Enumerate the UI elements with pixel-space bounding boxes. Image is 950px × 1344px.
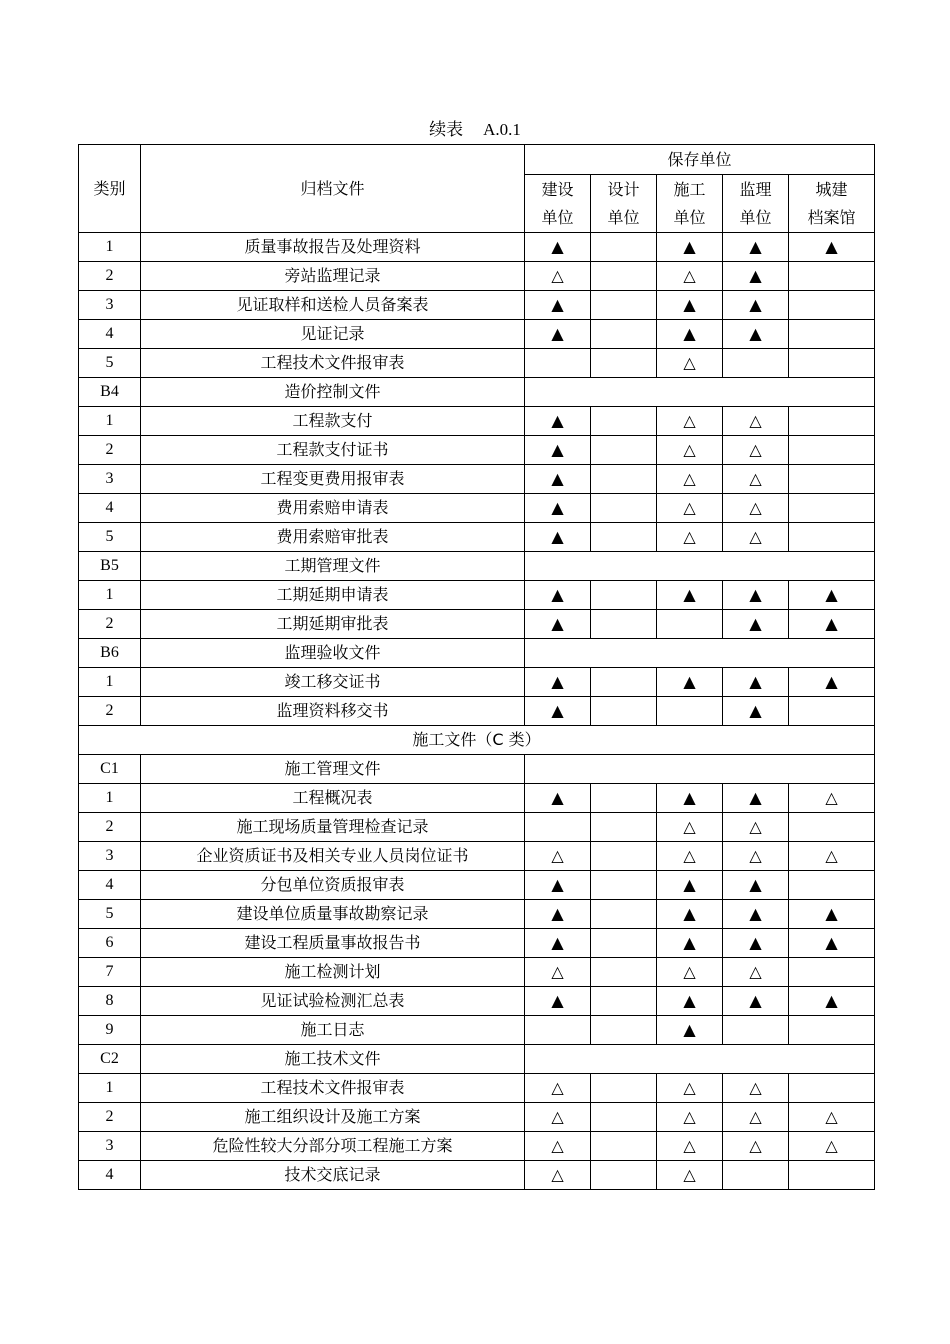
- row-code: 4: [79, 320, 141, 349]
- row-code: C1: [79, 755, 141, 784]
- mark-urban-archive: ▲: [789, 668, 875, 697]
- mark-urban-archive: ▲: [789, 581, 875, 610]
- mark-urban-archive: [789, 871, 875, 900]
- mark-design: [591, 494, 657, 523]
- row-name: 施工现场质量管理检查记录: [141, 813, 525, 842]
- table-row: [79, 1016, 875, 1045]
- header-unit-supervision: 监理 单位: [723, 175, 789, 233]
- mark-urban-archive: ▲: [789, 929, 875, 958]
- row-code: 1: [79, 233, 141, 262]
- row-code: 9: [79, 1016, 141, 1045]
- mark-construction: ▲: [525, 929, 591, 958]
- row-name: 施工组织设计及施工方案: [141, 1103, 525, 1132]
- mark-urban-archive: [789, 262, 875, 291]
- row-name: 见证试验检测汇总表: [141, 987, 525, 1016]
- row-code: B4: [79, 378, 141, 407]
- mark-design: [591, 262, 657, 291]
- group-units-empty: [525, 755, 875, 784]
- row-code: 2: [79, 262, 141, 291]
- mark-construction: ▲: [525, 233, 591, 262]
- mark-urban-archive: [789, 1074, 875, 1103]
- table-row: [79, 668, 875, 697]
- table-caption: [0, 118, 950, 142]
- mark-urban-archive: △: [789, 1103, 875, 1132]
- mark-construction: ▲: [525, 610, 591, 639]
- row-name: 施工日志: [141, 1016, 525, 1045]
- mark-design: [591, 407, 657, 436]
- mark-supervision: ▲: [723, 320, 789, 349]
- table-row: [79, 958, 875, 987]
- row-name: 竣工移交证书: [141, 668, 525, 697]
- row-code: 2: [79, 1103, 141, 1132]
- table-row: [79, 1103, 875, 1132]
- table-row: [79, 349, 875, 378]
- table-row: [79, 465, 875, 494]
- header-unit-contractor: 施工 单位: [657, 175, 723, 233]
- mark-design: [591, 465, 657, 494]
- mark-design: [591, 784, 657, 813]
- mark-supervision: ▲: [723, 291, 789, 320]
- mark-construction: △: [525, 1161, 591, 1190]
- mark-design: [591, 610, 657, 639]
- mark-contractor: ▲: [657, 581, 723, 610]
- row-name: 工程技术文件报审表: [141, 1074, 525, 1103]
- header-category: 类别: [79, 145, 141, 233]
- mark-design: [591, 871, 657, 900]
- group-units-empty: [525, 552, 875, 581]
- mark-supervision: △: [723, 465, 789, 494]
- mark-contractor: ▲: [657, 871, 723, 900]
- table-row: [79, 1074, 875, 1103]
- row-code: 3: [79, 842, 141, 871]
- mark-supervision: △: [723, 813, 789, 842]
- mark-supervision: [723, 1161, 789, 1190]
- row-name: 工期延期审批表: [141, 610, 525, 639]
- mark-supervision: ▲: [723, 871, 789, 900]
- row-name: 施工检测计划: [141, 958, 525, 987]
- mark-design: [591, 233, 657, 262]
- row-name: 工程款支付证书: [141, 436, 525, 465]
- mark-design: [591, 1016, 657, 1045]
- mark-urban-archive: [789, 958, 875, 987]
- table-row: [79, 610, 875, 639]
- row-name: 费用索赔申请表: [141, 494, 525, 523]
- section-title: 施工文件（C 类）: [79, 726, 875, 755]
- mark-supervision: ▲: [723, 668, 789, 697]
- mark-contractor: ▲: [657, 987, 723, 1016]
- group-row: [79, 639, 875, 668]
- row-code: 8: [79, 987, 141, 1016]
- mark-design: [591, 523, 657, 552]
- caption-number: A.0.1: [483, 120, 521, 139]
- row-name: 质量事故报告及处理资料: [141, 233, 525, 262]
- mark-contractor: ▲: [657, 784, 723, 813]
- mark-supervision: ▲: [723, 262, 789, 291]
- row-code: 3: [79, 1132, 141, 1161]
- row-code: C2: [79, 1045, 141, 1074]
- row-name: 工程款支付: [141, 407, 525, 436]
- mark-contractor: ▲: [657, 291, 723, 320]
- row-name: 企业资质证书及相关专业人员岗位证书: [141, 842, 525, 871]
- mark-contractor: △: [657, 1074, 723, 1103]
- mark-contractor: △: [657, 1132, 723, 1161]
- mark-supervision: △: [723, 407, 789, 436]
- table-row: [79, 813, 875, 842]
- table-row: [79, 697, 875, 726]
- row-code: 4: [79, 1161, 141, 1190]
- mark-construction: [525, 1016, 591, 1045]
- mark-construction: △: [525, 958, 591, 987]
- mark-contractor: ▲: [657, 233, 723, 262]
- mark-supervision: ▲: [723, 697, 789, 726]
- mark-construction: ▲: [525, 291, 591, 320]
- row-code: 6: [79, 929, 141, 958]
- mark-supervision: △: [723, 842, 789, 871]
- row-name: 见证取样和送检人员备案表: [141, 291, 525, 320]
- row-code: 2: [79, 813, 141, 842]
- table-row: [79, 407, 875, 436]
- mark-construction: ▲: [525, 668, 591, 697]
- mark-construction: ▲: [525, 581, 591, 610]
- mark-design: [591, 581, 657, 610]
- mark-design: [591, 842, 657, 871]
- mark-contractor: [657, 610, 723, 639]
- mark-construction: △: [525, 1103, 591, 1132]
- table-body: [79, 233, 875, 1190]
- row-name: 建设单位质量事故勘察记录: [141, 900, 525, 929]
- mark-design: [591, 987, 657, 1016]
- mark-urban-archive: △: [789, 1132, 875, 1161]
- mark-supervision: △: [723, 436, 789, 465]
- mark-contractor: △: [657, 465, 723, 494]
- table-row: [79, 1132, 875, 1161]
- mark-urban-archive: ▲: [789, 987, 875, 1016]
- row-name: 危险性较大分部分项工程施工方案: [141, 1132, 525, 1161]
- mark-contractor: △: [657, 262, 723, 291]
- mark-urban-archive: [789, 349, 875, 378]
- row-name: 技术交底记录: [141, 1161, 525, 1190]
- group-units-empty: [525, 639, 875, 668]
- mark-construction: ▲: [525, 697, 591, 726]
- mark-contractor: △: [657, 494, 723, 523]
- row-name: 工期管理文件: [141, 552, 525, 581]
- row-code: 1: [79, 668, 141, 697]
- table-row: [79, 262, 875, 291]
- mark-supervision: △: [723, 958, 789, 987]
- header-unit-urban-archive: 城建 档案馆: [789, 175, 875, 233]
- mark-design: [591, 1161, 657, 1190]
- header-keeping-unit: 保存单位: [525, 145, 875, 175]
- row-code: 5: [79, 900, 141, 929]
- row-code: 1: [79, 407, 141, 436]
- mark-construction: △: [525, 842, 591, 871]
- mark-design: [591, 929, 657, 958]
- mark-construction: ▲: [525, 436, 591, 465]
- row-name: 工程变更费用报审表: [141, 465, 525, 494]
- mark-construction: ▲: [525, 784, 591, 813]
- row-code: 1: [79, 581, 141, 610]
- mark-urban-archive: [789, 436, 875, 465]
- mark-construction: ▲: [525, 871, 591, 900]
- table-row: [79, 929, 875, 958]
- mark-supervision: ▲: [723, 233, 789, 262]
- row-name: 施工技术文件: [141, 1045, 525, 1074]
- group-row: [79, 378, 875, 407]
- mark-design: [591, 1103, 657, 1132]
- mark-construction: △: [525, 1074, 591, 1103]
- header-unit-construction: 建设 单位: [525, 175, 591, 233]
- mark-urban-archive: [789, 465, 875, 494]
- mark-design: [591, 320, 657, 349]
- mark-construction: ▲: [525, 407, 591, 436]
- mark-contractor: [657, 697, 723, 726]
- mark-construction: ▲: [525, 320, 591, 349]
- mark-contractor: △: [657, 842, 723, 871]
- table-row: [79, 871, 875, 900]
- row-code: 5: [79, 349, 141, 378]
- mark-urban-archive: [789, 1161, 875, 1190]
- row-name: 施工管理文件: [141, 755, 525, 784]
- mark-urban-archive: [789, 320, 875, 349]
- mark-construction: ▲: [525, 494, 591, 523]
- mark-urban-archive: [789, 523, 875, 552]
- table-row: [79, 233, 875, 262]
- row-code: 3: [79, 465, 141, 494]
- mark-design: [591, 900, 657, 929]
- row-name: 工程技术文件报审表: [141, 349, 525, 378]
- group-row: [79, 1045, 875, 1074]
- group-units-empty: [525, 1045, 875, 1074]
- table-row: [79, 1161, 875, 1190]
- mark-supervision: ▲: [723, 610, 789, 639]
- mark-supervision: ▲: [723, 784, 789, 813]
- mark-supervision: △: [723, 523, 789, 552]
- mark-design: [591, 958, 657, 987]
- row-code: B6: [79, 639, 141, 668]
- row-name: 监理资料移交书: [141, 697, 525, 726]
- table-row: [79, 494, 875, 523]
- mark-design: [591, 436, 657, 465]
- mark-urban-archive: [789, 407, 875, 436]
- mark-urban-archive: ▲: [789, 900, 875, 929]
- mark-contractor: △: [657, 436, 723, 465]
- mark-supervision: △: [723, 1074, 789, 1103]
- mark-construction: ▲: [525, 523, 591, 552]
- mark-supervision: △: [723, 1132, 789, 1161]
- header-archive-file: 归档文件: [141, 145, 525, 233]
- row-code: B5: [79, 552, 141, 581]
- mark-urban-archive: ▲: [789, 233, 875, 262]
- table-row: [79, 523, 875, 552]
- caption-prefix: 续表: [429, 120, 464, 140]
- row-name: 旁站监理记录: [141, 262, 525, 291]
- mark-design: [591, 1132, 657, 1161]
- table-row: [79, 320, 875, 349]
- group-row: [79, 552, 875, 581]
- table-row: [79, 842, 875, 871]
- mark-construction: ▲: [525, 465, 591, 494]
- group-units-empty: [525, 378, 875, 407]
- mark-construction: △: [525, 262, 591, 291]
- mark-urban-archive: [789, 697, 875, 726]
- mark-construction: ▲: [525, 900, 591, 929]
- mark-urban-archive: [789, 813, 875, 842]
- table-header: [79, 145, 875, 233]
- row-name: 见证记录: [141, 320, 525, 349]
- mark-contractor: △: [657, 349, 723, 378]
- mark-contractor: ▲: [657, 929, 723, 958]
- row-name: 造价控制文件: [141, 378, 525, 407]
- mark-contractor: △: [657, 523, 723, 552]
- mark-design: [591, 291, 657, 320]
- table-row: [79, 436, 875, 465]
- mark-contractor: △: [657, 813, 723, 842]
- mark-urban-archive: △: [789, 842, 875, 871]
- mark-supervision: ▲: [723, 929, 789, 958]
- table-row: [79, 900, 875, 929]
- mark-urban-archive: [789, 494, 875, 523]
- table-row: [79, 987, 875, 1016]
- table-row: [79, 784, 875, 813]
- mark-supervision: ▲: [723, 900, 789, 929]
- row-code: 2: [79, 436, 141, 465]
- mark-construction: [525, 813, 591, 842]
- row-name: 工期延期申请表: [141, 581, 525, 610]
- mark-construction: [525, 349, 591, 378]
- mark-supervision: [723, 1016, 789, 1045]
- table-row: [79, 581, 875, 610]
- row-code: 1: [79, 784, 141, 813]
- group-row: [79, 755, 875, 784]
- row-code: 2: [79, 610, 141, 639]
- mark-urban-archive: [789, 1016, 875, 1045]
- mark-design: [591, 349, 657, 378]
- mark-design: [591, 1074, 657, 1103]
- mark-supervision: [723, 349, 789, 378]
- mark-construction: △: [525, 1132, 591, 1161]
- mark-contractor: △: [657, 1103, 723, 1132]
- mark-contractor: ▲: [657, 320, 723, 349]
- mark-supervision: ▲: [723, 987, 789, 1016]
- mark-design: [591, 697, 657, 726]
- mark-contractor: ▲: [657, 668, 723, 697]
- row-name: 工程概况表: [141, 784, 525, 813]
- row-code: 5: [79, 523, 141, 552]
- section-row: [79, 726, 875, 755]
- row-code: 7: [79, 958, 141, 987]
- row-name: 费用索赔审批表: [141, 523, 525, 552]
- mark-supervision: △: [723, 1103, 789, 1132]
- mark-urban-archive: △: [789, 784, 875, 813]
- row-code: 3: [79, 291, 141, 320]
- table-row: [79, 291, 875, 320]
- mark-construction: ▲: [525, 987, 591, 1016]
- mark-supervision: ▲: [723, 581, 789, 610]
- row-code: 4: [79, 871, 141, 900]
- mark-supervision: △: [723, 494, 789, 523]
- row-name: 建设工程质量事故报告书: [141, 929, 525, 958]
- row-code: 4: [79, 494, 141, 523]
- row-name: 监理验收文件: [141, 639, 525, 668]
- mark-contractor: ▲: [657, 900, 723, 929]
- row-code: 2: [79, 697, 141, 726]
- mark-contractor: △: [657, 407, 723, 436]
- mark-design: [591, 813, 657, 842]
- archive-table: [78, 144, 875, 1190]
- mark-urban-archive: [789, 291, 875, 320]
- row-name: 分包单位资质报审表: [141, 871, 525, 900]
- mark-contractor: △: [657, 1161, 723, 1190]
- mark-contractor: ▲: [657, 1016, 723, 1045]
- row-code: 1: [79, 1074, 141, 1103]
- mark-design: [591, 668, 657, 697]
- mark-contractor: △: [657, 958, 723, 987]
- mark-urban-archive: ▲: [789, 610, 875, 639]
- header-unit-design: 设计 单位: [591, 175, 657, 233]
